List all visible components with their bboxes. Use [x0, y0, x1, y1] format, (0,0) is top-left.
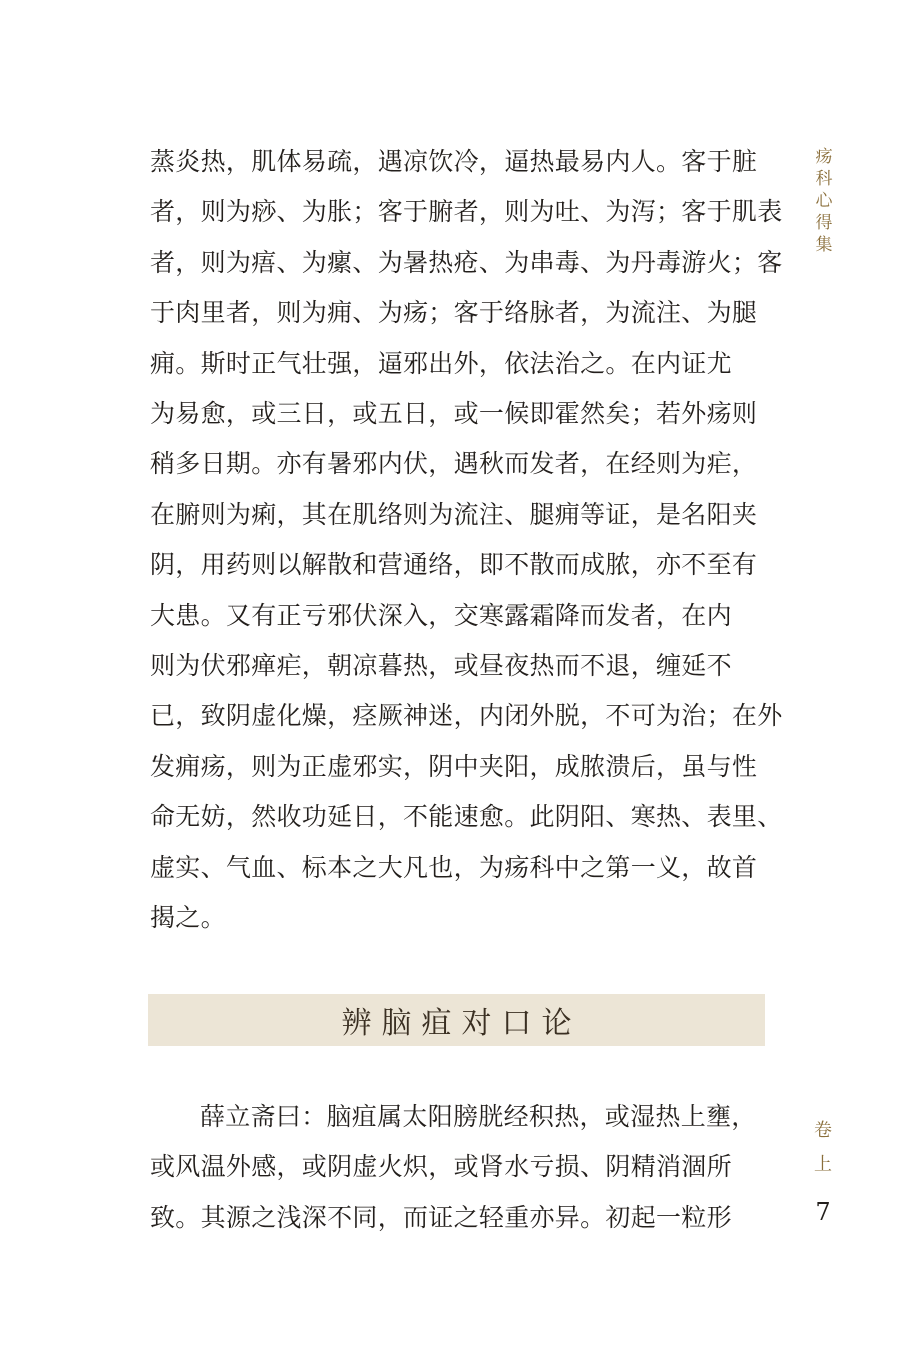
- text-line: 则为伏邪瘅疟，朝凉暮热，或昼夜热而不退，缠延不: [150, 651, 732, 681]
- text-line: 者，则为痧、为胀；客于腑者，则为吐、为泻；客于肌表: [150, 197, 783, 227]
- running-head-book-title: 疡科心得集: [815, 147, 833, 255]
- text-line: 或风温外感，或阴虚火炽，或肾水亏损、阴精消涸所: [150, 1152, 732, 1182]
- text-line: 为易愈，或三日，或五日，或一候即霍然矣；若外疡则: [150, 399, 758, 429]
- text-line: 痈。斯时正气壮强，逼邪出外，依法治之。在内证尤: [150, 348, 732, 378]
- section-heading: 辨脑疽对口论: [341, 1006, 582, 1041]
- text-line: 命无妨，然收功延日，不能速愈。此阴阳、寒热、表里、: [150, 802, 783, 832]
- text-line: 致。其源之浅深不同，而证之轻重亦异。初起一粒形: [150, 1202, 732, 1232]
- text-line: 在腑则为痢，其在肌络则为流注、腿痈等证，是名阳夹: [150, 499, 758, 529]
- text-line: 大患。又有正亏邪伏深入，交寒露霜降而发者，在内: [150, 600, 732, 630]
- text-line: 者，则为痦、为瘰、为暑热疮、为串毒、为丹毒游火；客: [150, 247, 783, 277]
- body-paragraph: [150, 137, 783, 944]
- running-head-volume: 卷上: [814, 1120, 832, 1175]
- body-paragraph: [150, 1092, 770, 1243]
- text-line: 蒸炎热，肌体易疏，遇凉饮冷，逼热最易内人。客于脏: [150, 147, 758, 176]
- page-number: 7: [815, 1198, 831, 1226]
- text-line: 发痈疡，则为正虚邪实，阴中夹阳，成脓溃后，虽与性: [150, 751, 758, 781]
- text-line: 稍多日期。亦有暑邪内伏，遇秋而发者，在经则为疟，: [150, 449, 758, 479]
- text-line: 阴，用药则以解散和营通络，即不散而成脓，亦不至有: [150, 550, 758, 580]
- text-line: 已，致阴虚化燥，痉厥神迷，内闭外脱，不可为治；在外: [150, 701, 783, 731]
- section-heading-band: [148, 994, 765, 1046]
- text-line: 薛立斋曰：脑疽属太阳膀胱经积热，或湿热上壅，: [200, 1102, 757, 1131]
- text-line: 于肉里者，则为痈、为疡；客于络脉者，为流注、为腿: [150, 298, 758, 328]
- text-line: 揭之。: [150, 903, 226, 933]
- text-line: 虚实、气血、标本之大凡也，为疡科中之第一义，故首: [150, 852, 758, 882]
